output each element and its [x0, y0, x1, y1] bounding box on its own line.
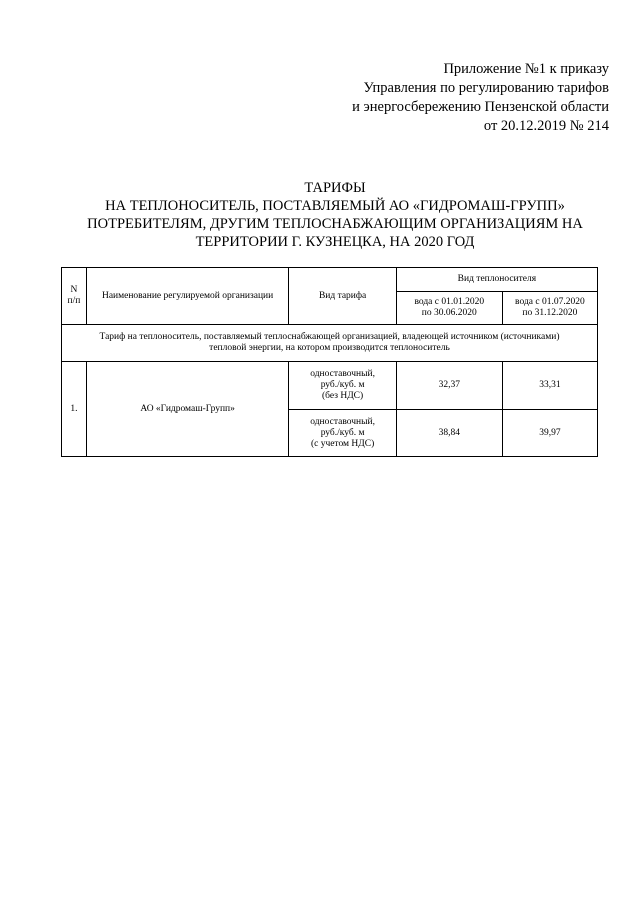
tariff-type-line-2: руб./куб. м [320, 427, 365, 438]
title-line-4: ТЕРРИТОРИИ Г. КУЗНЕЦКА, НА 2020 ГОД [195, 234, 475, 250]
row-org-cell: АО «Гидромаш-Групп» [86, 362, 289, 457]
header-period-2-cell [502, 292, 597, 325]
tariff-type-cell [289, 362, 396, 410]
section-title-cell [62, 325, 598, 362]
table-section-row [62, 325, 598, 362]
tariff-value-period-1: 32,37 [396, 362, 502, 410]
tariff-value-period-1: 38,84 [396, 410, 502, 457]
header-number-line-1: N [70, 285, 78, 295]
document-title [0, 179, 640, 251]
appendix-line-1: Приложение №1 к приказу [443, 61, 609, 77]
tariff-value-period-2: 33,31 [502, 362, 597, 410]
table-row [62, 362, 598, 410]
tariff-value-period-2: 39,97 [502, 410, 597, 457]
header-period-2-line-1: вода с 01.07.2020 [515, 297, 585, 307]
section-line-2: тепловой энергии, на котором производится теплоноситель [209, 343, 450, 353]
tariff-type-line-2: руб./куб. м [320, 380, 365, 390]
header-org-cell: Наименование регулируемой организации [86, 268, 289, 325]
title-line-3: ПОТРЕБИТЕЛЯМ, ДРУГИМ ТЕПЛОСНАБЖАЮЩИМ ОРГАНИЗАЦИЯМ НА [87, 216, 583, 232]
tariff-type-cell [289, 410, 396, 457]
tariff-type-line-3: (с учетом НДС) [310, 438, 375, 449]
title-line-1: ТАРИФЫ [304, 180, 366, 196]
header-carrier-type-cell: Вид теплоносителя [396, 268, 597, 292]
header-number-line-2: п/п [67, 296, 81, 306]
title-line-2: НА ТЕПЛОНОСИТЕЛЬ, ПОСТАВЛЯЕМЫЙ АО «ГИДРОМАШ-ГРУПП» [105, 198, 565, 214]
table-header-row [62, 268, 598, 292]
section-line-1: Тариф на теплоноситель, поставляемый теплоснабжающей организацией, владеющей источником (источниками) [99, 332, 560, 342]
header-period-2-line-2: по 31.12.2020 [522, 308, 578, 318]
appendix-line-2: Управления по регулированию тарифов [363, 80, 609, 96]
header-period-1-line-1: вода с 01.01.2020 [414, 297, 485, 307]
tariff-type-line-1: одноставочный, [310, 416, 375, 427]
header-period-1-cell [396, 292, 502, 325]
header-number-cell [62, 268, 87, 325]
tariff-table [61, 267, 598, 457]
tariff-type-line-1: одноставочный, [310, 369, 375, 379]
tariff-type-line-3: (без НДС) [322, 391, 364, 401]
row-number-cell: 1. [62, 362, 87, 457]
header-tariff-type-cell: Вид тарифа [289, 268, 396, 325]
appendix-line-3: и энергосбережению Пензенской области [352, 99, 609, 115]
header-period-1-line-2: по 30.06.2020 [421, 308, 477, 318]
appendix-header [289, 60, 609, 136]
appendix-line-4: от 20.12.2019 № 214 [483, 118, 609, 134]
